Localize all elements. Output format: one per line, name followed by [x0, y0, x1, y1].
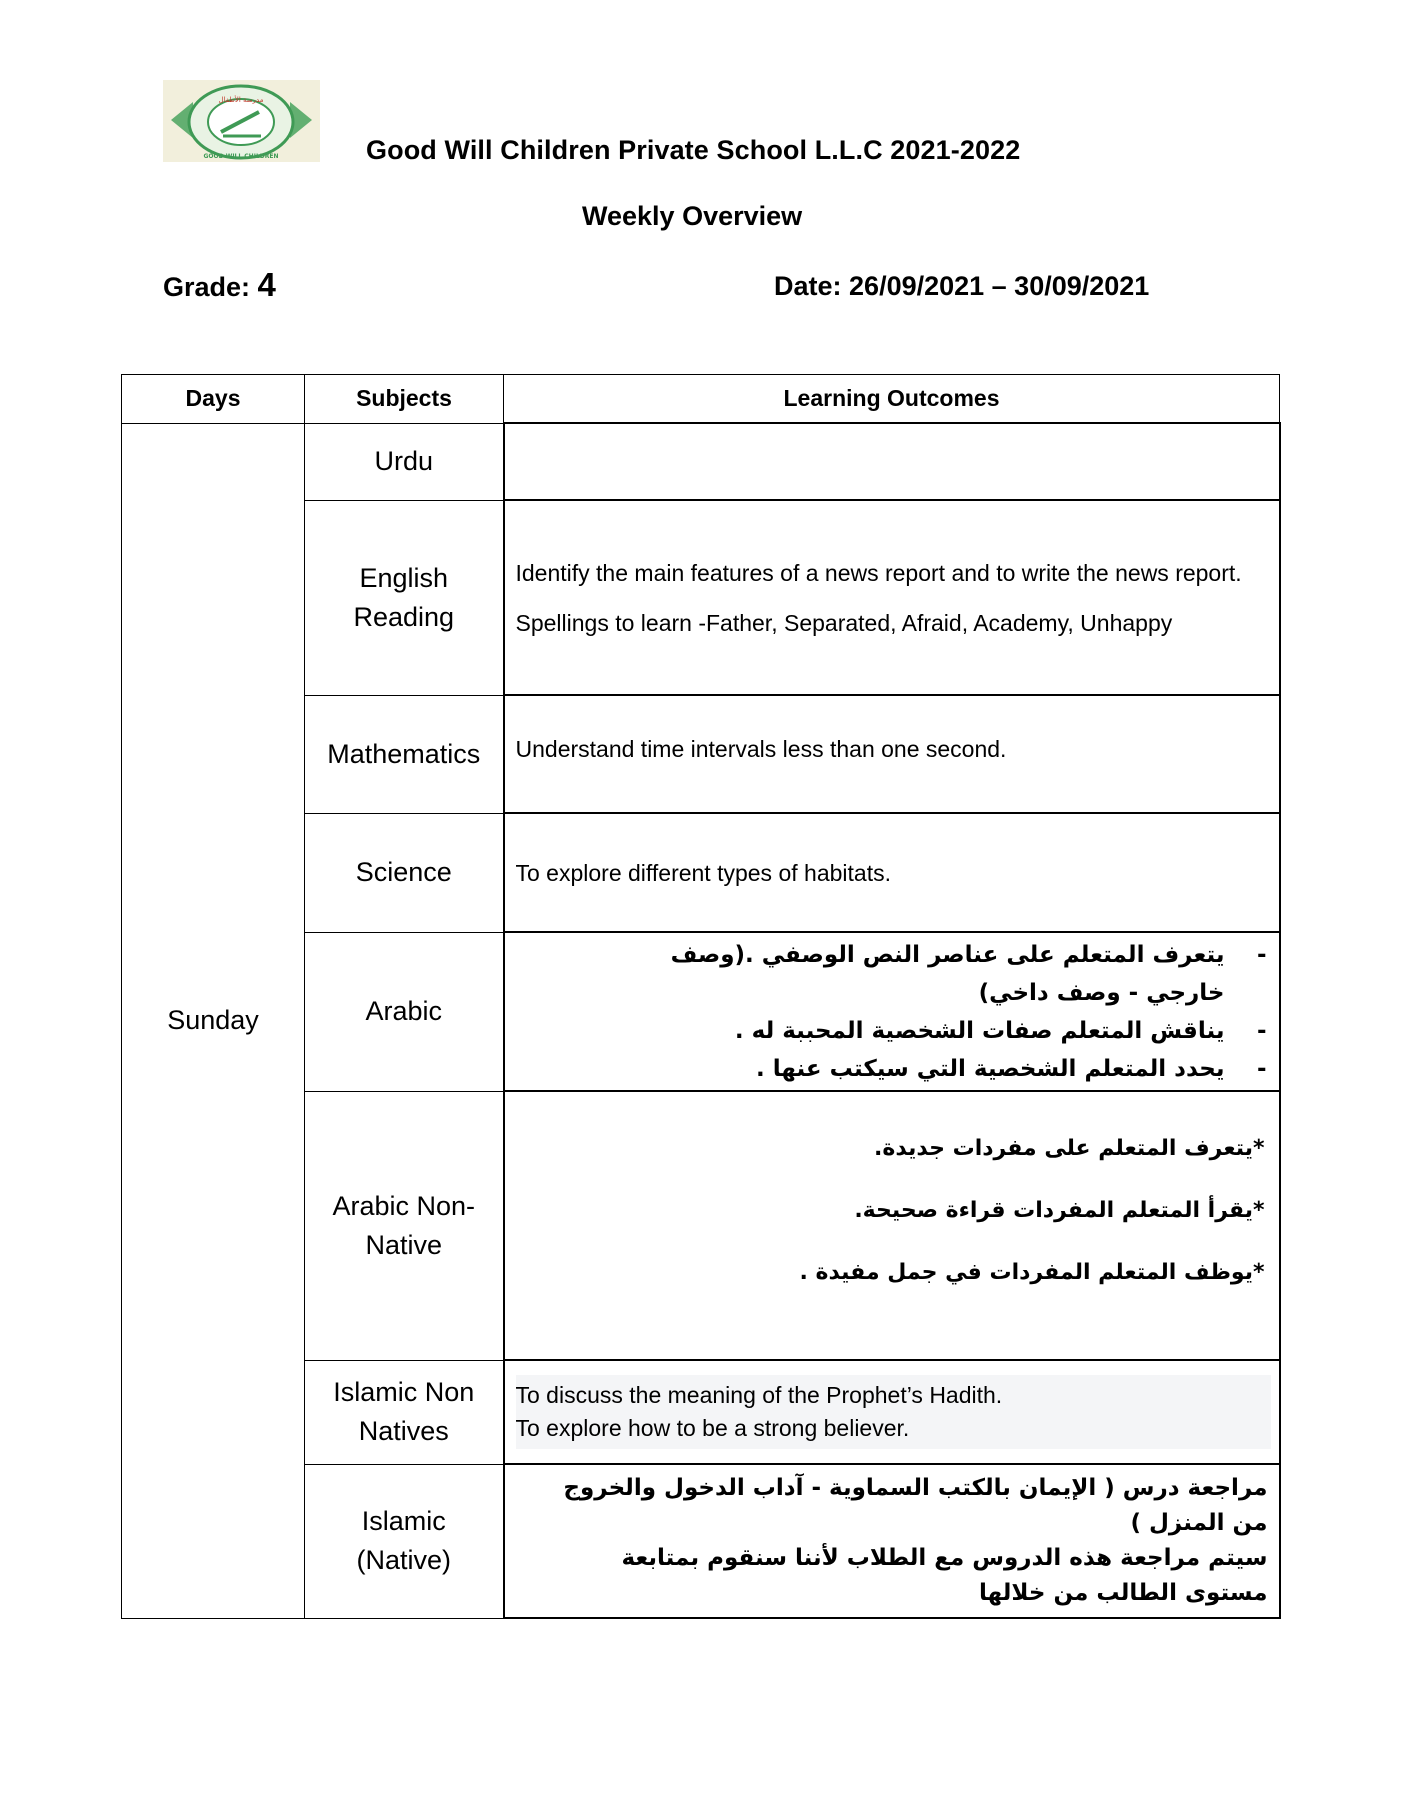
- outcome-text: To discuss the meaning of the Prophet’s Hadith.: [515, 1382, 1003, 1408]
- subject-cell: [305, 1464, 504, 1618]
- outcome-text: To explore different types of habitats.: [515, 859, 891, 886]
- subject-label: Mathematics: [327, 738, 481, 769]
- weekly-overview-table: [121, 374, 1281, 1619]
- arabic-outcome-list: [516, 936, 1279, 1088]
- subject-label-line: (Native): [356, 1545, 451, 1575]
- subject-label-line: Islamic: [361, 1506, 446, 1536]
- date-range: 26/09/2021 – 30/09/2021: [849, 271, 1150, 301]
- subject-label-line: Arabic Non-: [332, 1190, 476, 1221]
- header-subjects: Subjects: [305, 375, 504, 424]
- svg-text:مدرسة الأطفال: مدرسة الأطفال: [218, 96, 264, 104]
- subject-label-line: English: [359, 562, 449, 593]
- outcome-cell: [504, 1360, 1280, 1464]
- table-row: [122, 423, 1280, 500]
- outcome-cell-arabic: [504, 1091, 1280, 1360]
- outcome-text: Understand time intervals less than one second.: [515, 736, 1007, 762]
- date-line: [774, 271, 1149, 302]
- grade-value: 4: [257, 266, 276, 303]
- outcome-text: To explore how to be a strong believer.: [515, 1415, 910, 1441]
- grade-line: [163, 266, 276, 304]
- subject-cell: [305, 423, 504, 500]
- subject-label: Arabic: [365, 996, 443, 1026]
- outcome-cell-arabic: [504, 1464, 1280, 1618]
- grade-label: Grade:: [163, 272, 251, 302]
- day-cell: [122, 423, 305, 1618]
- document-subtitle: Weekly Overview: [582, 201, 803, 231]
- date-label: Date:: [774, 271, 842, 301]
- list-item: - يناقش المتعلم صفات الشخصية المحببة له .: [586, 1012, 1225, 1050]
- outcome-text: Spellings to learn -Father, Separated, Afraid, Academy, Unhappy: [515, 609, 1173, 636]
- outcome-cell-arabic: [504, 932, 1280, 1091]
- subject-cell: [305, 932, 504, 1091]
- outcome-cell: [504, 500, 1280, 695]
- outcome-cell: [504, 695, 1280, 813]
- outcome-text: Identify the main features of a news report and to write the news report.: [515, 559, 1242, 586]
- outcome-text: *يوظف المتعلم المفردات في جمل مفيدة .: [799, 1260, 1265, 1285]
- list-item: - يتعرف المتعلم على عناصر النص الوصفي .(وصف خارجي - وصف داخي): [586, 936, 1225, 1012]
- school-title: Good Will Children Private School L.L.C 2021-2022: [366, 135, 1021, 165]
- subject-cell: [305, 1360, 504, 1464]
- outcome-text: مراجعة درس ( الإيمان بالكتب السماوية - آداب الدخول والخروج من المنزل ): [563, 1475, 1268, 1536]
- subject-cell: [305, 1091, 504, 1360]
- subject-cell: [305, 500, 504, 695]
- header-days: Days: [122, 375, 305, 424]
- subject-label: Urdu: [374, 446, 434, 476]
- subject-label-line: Native: [365, 1229, 443, 1260]
- list-item: - يحدد المتعلم الشخصية التي سيكتب عنها .: [586, 1050, 1225, 1088]
- school-logo: [163, 80, 320, 162]
- outcome-cell-empty: [504, 423, 1280, 500]
- header-learning-outcomes: Learning Outcomes: [504, 375, 1280, 424]
- table-header-row: [122, 375, 1280, 424]
- svg-text:GOOD WILL CHILDREN: GOOD WILL CHILDREN: [203, 153, 279, 160]
- subject-cell: [305, 813, 504, 932]
- day-label: Sunday: [167, 1005, 259, 1035]
- outcome-text: *يقرأ المتعلم المفردات قراءة صحيحة.: [854, 1198, 1265, 1223]
- subject-cell: [305, 695, 504, 813]
- outcome-cell: [504, 813, 1280, 932]
- outcome-text: *يتعرف المتعلم على مفردات جديدة.: [874, 1136, 1265, 1161]
- outcome-text: سيتم مراجعة هذه الدروس مع الطلاب لأننا سنقوم بمتابعة مستوى الطالب من خلالها: [621, 1545, 1268, 1606]
- subject-label-line: Natives: [358, 1416, 449, 1446]
- subject-label-line: Islamic Non: [333, 1377, 475, 1407]
- subject-label: Science: [355, 857, 452, 887]
- subject-label-line: Reading: [353, 601, 455, 632]
